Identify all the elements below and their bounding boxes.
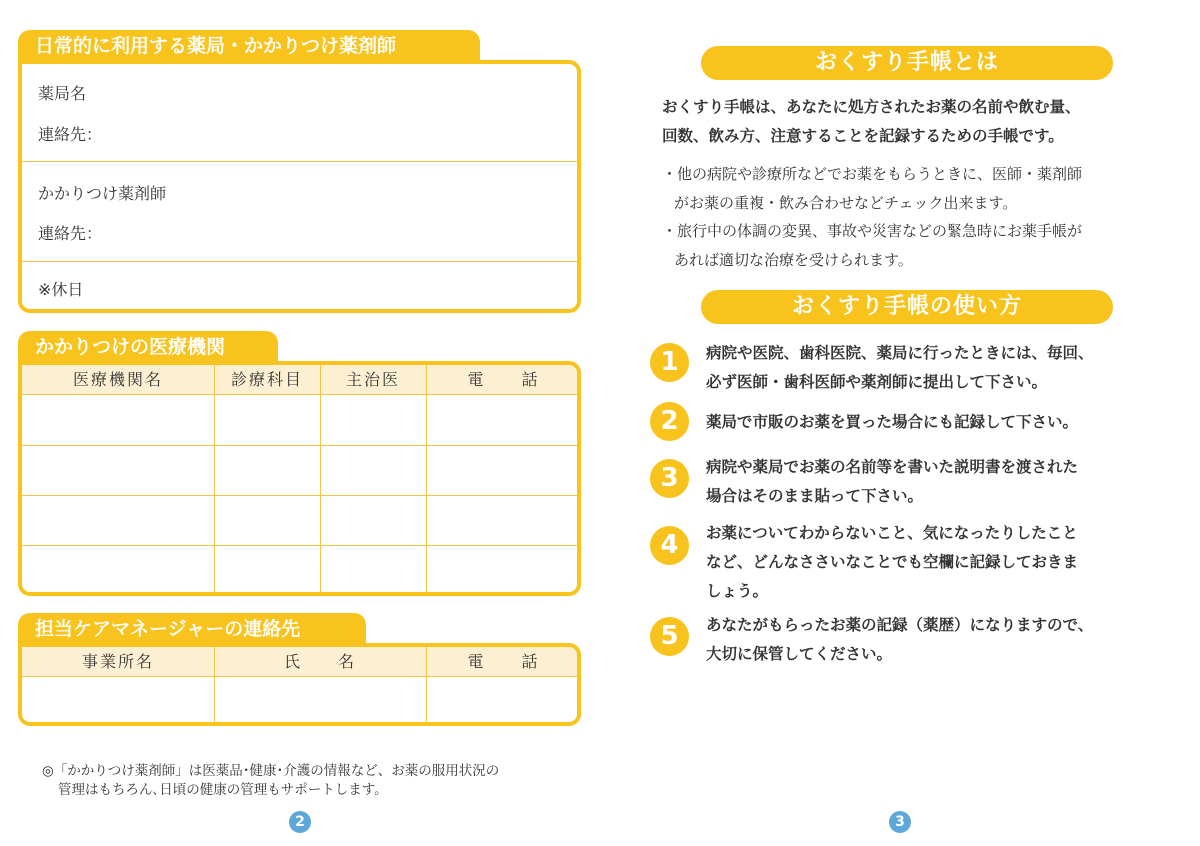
header-institution-name: 医療機関名 <box>72 370 163 389</box>
bullet-line-2: がお薬の重複・飲み合わせなどチェック出来ます。 <box>674 194 1018 212</box>
pharmacist-label: かかりつけ薬剤師 <box>38 184 167 203</box>
bullet-line-2: あれば適切な治療を受けられます。 <box>674 251 913 269</box>
step-line-2: 場合はそのまま貼って下さい。 <box>706 487 924 505</box>
divider <box>22 161 577 162</box>
table-row[interactable] <box>22 396 577 445</box>
intro-line-2: 回数、飲み方、注意することを記録するための手帳です。 <box>662 127 1064 145</box>
pharmacy-contact-label: 連絡先： <box>38 125 103 144</box>
table-row[interactable] <box>22 678 577 722</box>
pharmacy-name-label: 薬局名 <box>38 84 87 103</box>
pharmacy-section-title: 日常的に利用する薬局・かかりつけ薬剤師 <box>18 30 480 62</box>
intro-text <box>662 93 1162 151</box>
footnote-line-1: ◎「かかりつけ薬剤師」は医薬品･健康･介護の情報など、お薬の服用状況の <box>42 763 500 779</box>
step-line-2: 大切に保管してください。 <box>706 645 893 663</box>
pharmacy-contact-field[interactable] <box>22 122 577 145</box>
table-row[interactable] <box>22 546 577 592</box>
header-department: 診療科目 <box>230 370 303 389</box>
header-phone: 電 話 <box>467 370 540 389</box>
step-text <box>706 611 1156 669</box>
bullet-item <box>662 160 1162 218</box>
pharmacy-name-field[interactable] <box>22 81 577 104</box>
page-number-right: 3 <box>889 811 911 833</box>
bullet-item <box>662 217 1162 275</box>
intro-line-1: おくすり手帳は、あなたに処方されたお薬の名前や飲む量、 <box>662 98 1081 116</box>
step-number-badge: 1 <box>650 343 689 382</box>
header-office-name: 事業所名 <box>81 652 154 671</box>
pharmacy-info-box <box>18 60 581 313</box>
step-number-badge: 2 <box>650 402 689 441</box>
step-line-1: 薬局で市販のお薬を買った場合にも記録して下さい。 <box>706 413 1079 431</box>
step-line-3: しょう。 <box>706 582 769 600</box>
step-text <box>706 519 1156 606</box>
page-number-left: 2 <box>289 811 311 833</box>
table-row[interactable] <box>22 496 577 545</box>
table-row[interactable] <box>22 446 577 495</box>
step-line-1: あなたがもらったお薬の記録（薬歴）になりますので、 <box>706 616 1094 634</box>
medical-section-title: かかりつけの医療機関 <box>18 331 278 363</box>
step-text <box>706 453 1156 511</box>
bullet-line-1: ・旅行中の体調の変異、事故や災害などの緊急時にお薬手帳が <box>662 222 1083 240</box>
step-line-1: 病院や薬局でお薬の名前等を書いた説明書を渡された <box>706 458 1079 476</box>
care-manager-section-title: 担当ケアマネージャーの連絡先 <box>18 613 366 645</box>
step-number-badge: 5 <box>650 617 689 656</box>
holiday-label: ※休日 <box>38 280 84 299</box>
holiday-field[interactable] <box>22 277 577 300</box>
step-number-badge: 4 <box>650 526 689 565</box>
medical-institutions-table <box>18 361 581 596</box>
step-text <box>706 408 1156 437</box>
header-person-name: 氏 名 <box>283 652 356 671</box>
header-doctor: 主治医 <box>345 370 400 389</box>
step-number-badge: 3 <box>650 459 689 498</box>
step-line-1: 病院や医院、歯科医院、薬局に行ったときには、毎回、 <box>706 344 1094 362</box>
step-line-1: お薬についてわからないこと、気になったりしたこと <box>706 524 1078 542</box>
step-line-2: など、どんなささいなことでも空欄に記録しておきま <box>706 553 1079 571</box>
bullet-line-1: ・他の病院や診療所などでお薬をもらうときに、医師・薬剤師 <box>662 165 1083 183</box>
pharmacist-name-field[interactable] <box>22 181 577 204</box>
divider <box>22 261 577 262</box>
step-text <box>706 339 1156 397</box>
about-section-title: おくすり手帳とは <box>701 46 1113 80</box>
pharmacist-contact-label: 連絡先： <box>38 224 103 243</box>
pharmacist-contact-field[interactable] <box>22 221 577 244</box>
step-line-2: 必ず医師・歯科医師や薬剤師に提出して下さい。 <box>706 373 1048 391</box>
footnote-line-2: 管理はもちろん､日頃の健康の管理もサポートします。 <box>58 782 388 798</box>
usage-section-title: おくすり手帳の使い方 <box>701 290 1113 324</box>
header-phone: 電 話 <box>467 652 540 671</box>
care-manager-table <box>18 643 581 726</box>
